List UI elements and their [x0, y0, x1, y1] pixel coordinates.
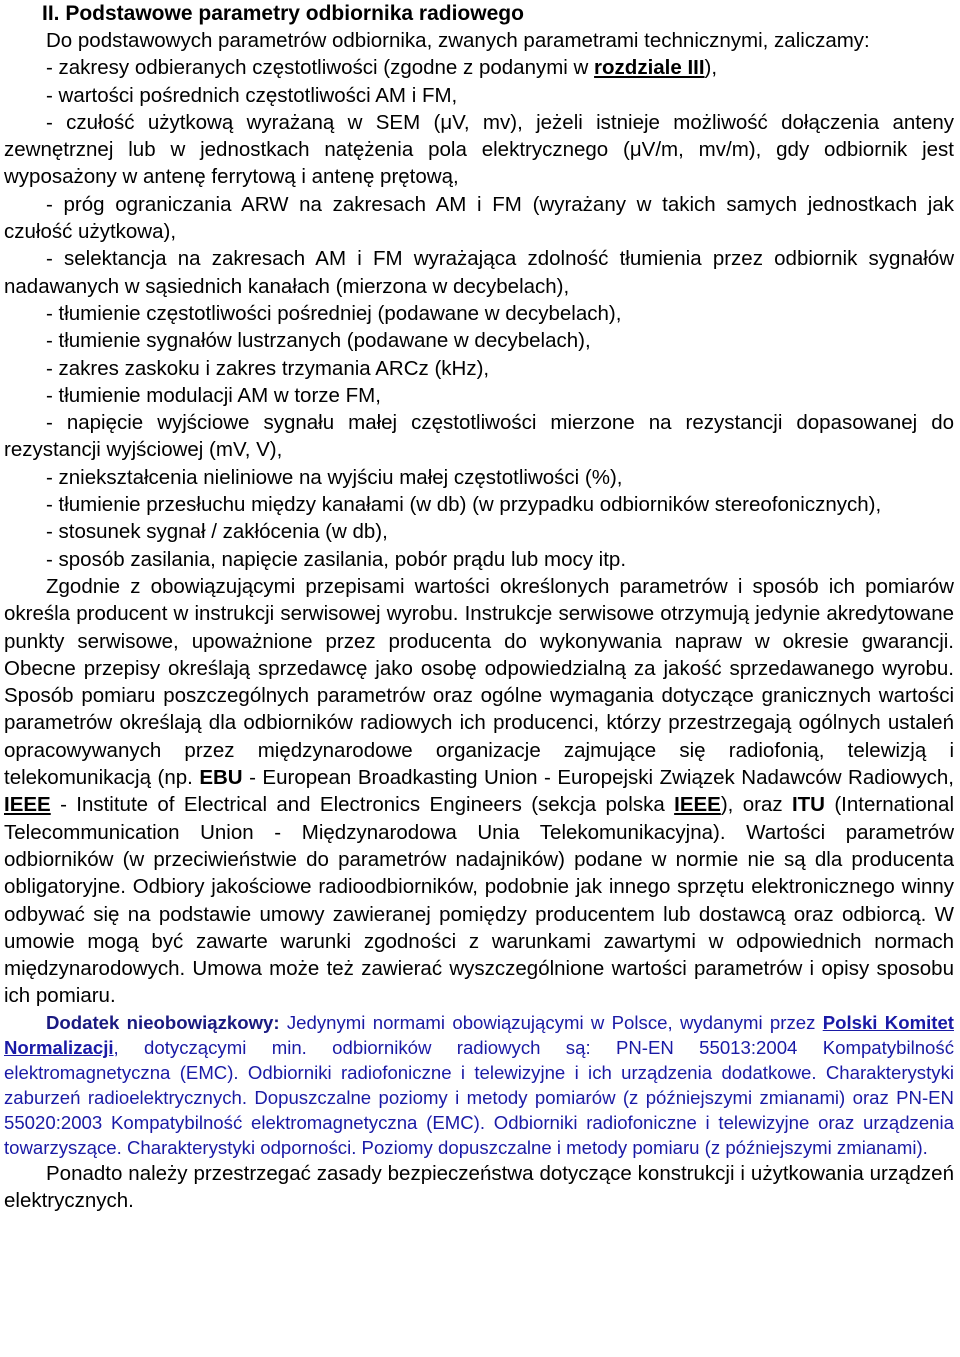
ieee-link[interactable]: IEEE — [4, 793, 51, 817]
body-paragraph: Zgodnie z obowiązującymi przepisami wartości określonych parametrów i sposób ich pomiarów określa producent w instrukcji serwisowej wyrobu. Instrukcje serwisowe otrzymują jedynie akredytowane punkty serwisowe, upoważnione przez producenta do wykonywania napraw w okresie gwarancji. Obecne przepisy określają sprzedawcę jako osobę odpowiedzialną za jakość sprzedawanego wyrobu. Sposób pomiaru poszczególnych parametrów oraz ogólne wymagania dotyczące granicznych wartości parametrów określają dla odbiorników radiowych ich producenci, którzy przestrzegają ogólnych ustaleń opracowywanych przez międzynarodowe organizacje zajmujące się radiofonią, telewizją i telekomunikacją (np. EBU - European Broadkasting Union - Europejski Związek Nadawców Radiowych, IEEE - Institute of Electrical and Electronics Engineers (sekcja polska IEEE), oraz ITU (International Telecommunication Union - Międzynarodowa Unia Telekomunikacyjna). Wartości parametrów odbiorników (w przeciwieństwie do parametrów nadajników) podane w normie nie są dla producenta obligatoryjne. Odbiory jakościowe radioodbiorników, podobnie jak innego sprzętu elektronicznego winny odbywać się na podstawie umowy zawieranej pomiędzy producentem lub dostawcą oraz odbiorcą. W umowie mogą być zawarte warunki zgodności z warunkami zawartymi w odpowiednich normach międzynarodowych. Umowa może też zawierać wyszczególnione wartości parametrów i opisy sposobu ich pomiaru. — [4, 574, 955, 1008]
list-item: - napięcie wyjściowe sygnału małej częstotliwości mierzone na rezystancji dopasowanej do rezystancji wyjściowej (mV, V), — [4, 411, 954, 462]
intro-paragraph: Do podstawowych parametrów odbiornika, zwanych parametrami technicznymi, zaliczamy: — [46, 29, 870, 52]
pkn-link[interactable]: Polski Komitet Normalizacji — [4, 1011, 954, 1058]
ieee-link-2[interactable]: IEEE — [674, 793, 721, 817]
list-item: - wartości pośrednich częstotliwości AM i FM, — [46, 83, 458, 107]
list-item: - tłumienie modulacji AM w torze FM, — [46, 383, 381, 407]
list-item: - tłumienie częstotliwości pośredniej (podawane w decybelach), — [46, 301, 622, 325]
list-item: - zniekształcenia nieliniowe na wyjściu małej częstotliwości (%), — [46, 465, 623, 489]
section-title: II. Podstawowe parametry odbiornika radiowego — [42, 2, 524, 25]
itu-abbrev: ITU — [791, 793, 825, 817]
ebu-abbrev: EBU — [199, 766, 243, 790]
list-item: - zakresy odbieranych częstotliwości (zgodne z podanymi w rozdziale III), — [46, 56, 718, 80]
chapter-link[interactable]: rozdziale III — [594, 56, 705, 80]
list-item: - tłumienie sygnałów lustrzanych (podawane w decybelach), — [46, 329, 591, 353]
list-item: - czułość użytkową wyrażaną w SEM (μV, mv), jeżeli istnieje możliwość dołączenia anteny zewnętrznej lub w jednostkach natężenia pola elektrycznego (μV/m, mv/m), gdy odbiornik jest wyposażony w antenę ferrytową i antenę prętową, — [4, 110, 954, 189]
list-item: - sposób zasilania, napięcie zasilania, pobór prądu lub mocy itp. — [46, 547, 627, 571]
list-item: - stosunek sygnał / zakłócenia (w db), — [46, 520, 388, 544]
list-item: - próg ograniczania ARW na zakresach AM i FM (wyrażany w takich samych jednostkach jak czułość użytkowa), — [4, 192, 954, 244]
list-item: - zakres zaskoku i zakres trzymania ARCz (kHz), — [46, 356, 490, 380]
closing-paragraph: Ponadto należy przestrzegać zasady bezpieczeństwa dotyczące konstrukcji i użytkowania urządzeń elektrycznych. — [4, 1161, 954, 1212]
list-item: - tłumienie przesłuchu między kanałami (w db) (w przypadku odbiorników stereofonicznych), — [46, 493, 882, 517]
optional-note: Dodatek nieobowiązkowy: Jedynymi normami obowiązującymi w Polsce, wydanymi przez Polski Komitet Normalizacji, dotyczącymi min. odbiorników radiowych są: PN-EN 55013:2004 Kompatybilność elektromagnetyczna (EMC). Odbiorniki radiofoniczne i telewizyjne i ich urządzenia dodatkowe. Charakterystyki zaburzeń radioelektrycznych. Dopuszczalne poziomy i metody pomiarów (z późniejszymi zmianami) oraz PN-EN 55020:2003 Kompatybilność elektromagnetyczna (EMC). Odbiorniki radiofoniczne i telewizyjne oraz urządzenia towarzyszące. Charakterystyki odporności. Poziomy dopuszczalne i metody pomiaru (z późniejszymi zmianami). — [4, 1011, 954, 1158]
list-item: - selektancja na zakresach AM i FM wyrażająca zdolność tłumienia przez odbiornik sygnałów nadawanych w sąsiednich kanałach (mierzona w decybelach), — [4, 247, 954, 298]
note-label: Dodatek nieobowiązkowy: — [46, 1011, 280, 1033]
